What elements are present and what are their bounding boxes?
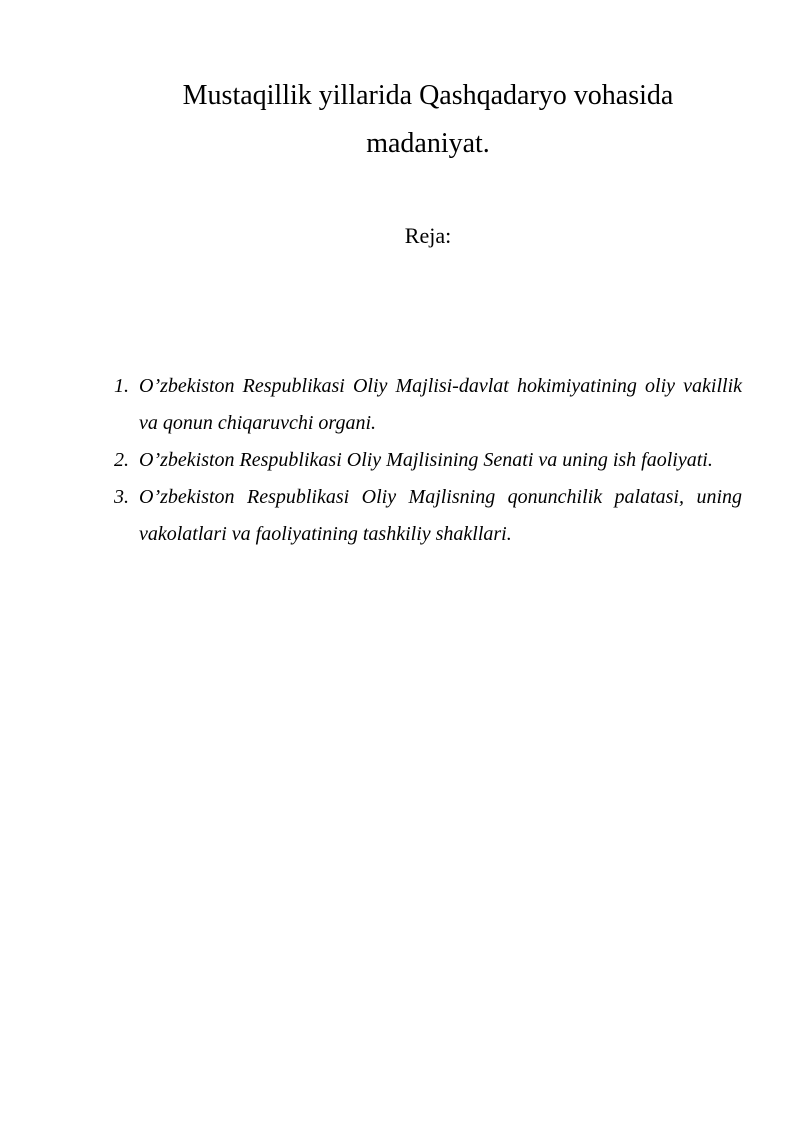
plan-item-2 bbox=[108, 442, 742, 479]
plan-item-text: O’zbekiston Respublikasi Oliy Majlisining Senati va uning ish faoliyati. bbox=[139, 449, 713, 471]
title-line-2: madaniyat. bbox=[366, 128, 490, 159]
document-title bbox=[120, 72, 736, 168]
plan-item-number: 3. bbox=[114, 486, 129, 508]
plan-item-number: 2. bbox=[114, 449, 129, 471]
plan-item-3 bbox=[108, 479, 742, 553]
plan-item-1 bbox=[108, 368, 742, 442]
plan-item-number: 1. bbox=[114, 375, 129, 397]
plan-item-text: O’zbekiston Respublikasi Oliy Majlisi-davlat hokimiyatining oliy vakillik va qonun chiqaruvchi organi. bbox=[139, 375, 742, 434]
plan-heading: Reja: bbox=[404, 223, 452, 248]
title-line-1: Mustaqillik yillarida Qashqadaryo vohasida bbox=[182, 80, 674, 111]
plan-item-text: O’zbekiston Respublikasi Oliy Majlisning qonunchilik palatasi, uning vakolatlari va faoliyatining tashkiliy shakllari. bbox=[139, 486, 742, 545]
plan-list bbox=[108, 368, 742, 553]
